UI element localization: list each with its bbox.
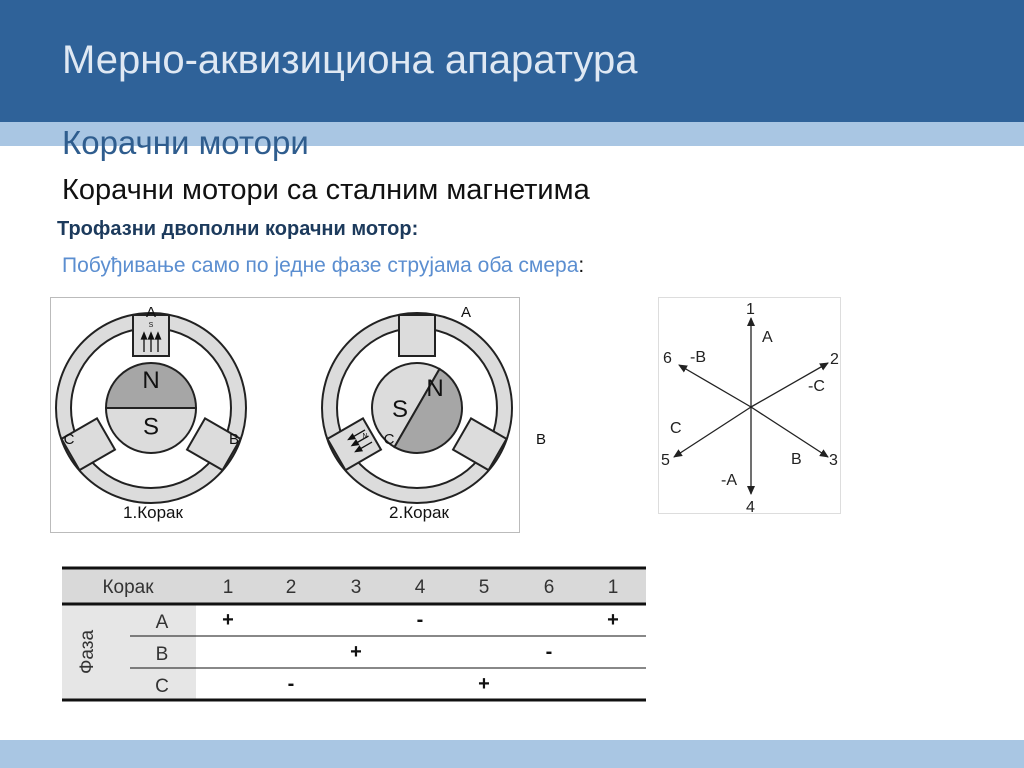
- cell-value: -: [287, 673, 295, 695]
- table-row: [156, 609, 619, 633]
- winding-mark: N: [362, 433, 368, 440]
- vector-number-2: 2: [830, 351, 839, 368]
- cell-value: -: [416, 609, 424, 631]
- phase-label: B: [155, 644, 169, 665]
- cell-value: +: [607, 609, 619, 631]
- step-header: 4: [414, 577, 426, 598]
- cell-value: +: [222, 609, 234, 631]
- description-text: [62, 254, 584, 278]
- pole-a-label: A: [460, 304, 472, 321]
- vector-label-neg-b: -B: [690, 349, 706, 366]
- magnet-n-label: N: [142, 367, 160, 394]
- phase-label: A: [155, 612, 169, 633]
- cell-value: +: [478, 673, 490, 695]
- vector-number-1: 1: [746, 301, 755, 318]
- vector-label-c: C: [670, 420, 682, 437]
- vector-number-3: 3: [829, 452, 838, 469]
- table-header-label: Корак: [102, 577, 154, 598]
- vector-label-neg-a: -A: [721, 472, 737, 489]
- excitation-table: [62, 566, 646, 702]
- step2-caption: 2.Корак: [389, 503, 449, 522]
- step-header: 5: [478, 577, 490, 598]
- table-row: [156, 641, 553, 665]
- cell-value: -: [545, 641, 553, 663]
- pole-a-label: A: [145, 304, 157, 321]
- table-row: [155, 673, 490, 697]
- phase-label: C: [155, 676, 169, 697]
- step-header: 6: [543, 577, 555, 598]
- description-body: Побуђивање само по једне фазе струјама оба смера: [62, 254, 579, 277]
- step-header: 2: [285, 577, 297, 598]
- table-row-group-label: Фаза: [77, 629, 98, 675]
- winding-mark: S: [148, 322, 154, 329]
- step1-caption: 1.Корак: [123, 503, 183, 522]
- vector-label-b: B: [791, 451, 802, 468]
- vector-number-4: 4: [746, 499, 755, 516]
- section-subheading: Трофазни двополни корачни мотор:: [57, 218, 419, 240]
- section-heading: Корачни мотори са сталним магнетима: [62, 174, 590, 206]
- vector-label-neg-c: -C: [808, 378, 825, 395]
- pole-c-label: C: [383, 431, 395, 448]
- description-colon: :: [578, 254, 585, 277]
- magnet-n-label: N: [426, 375, 444, 402]
- slide-title: Мерно-аквизициона апаратура: [62, 38, 638, 82]
- pole-a: [399, 315, 435, 356]
- step-header: 1: [607, 577, 619, 598]
- vector-label-a: A: [762, 329, 773, 346]
- pole-c-label: C: [63, 431, 75, 448]
- magnet-s-label: S: [391, 396, 409, 423]
- footer-bar: [0, 740, 1024, 768]
- step-header: 3: [350, 577, 362, 598]
- magnet-s-label: S: [142, 413, 160, 441]
- pole-b-label: B: [535, 431, 547, 448]
- vector-diagram: [658, 297, 842, 515]
- slide-subtitle: Корачни мотори: [62, 124, 309, 161]
- vector-number-6: 6: [663, 350, 672, 367]
- step-header: 1: [222, 577, 234, 598]
- pole-b-label: B: [228, 431, 240, 448]
- motor-diagram: [50, 297, 547, 534]
- cell-value: +: [350, 641, 362, 663]
- vector-number-5: 5: [661, 452, 670, 469]
- flux-arrows: [142, 333, 161, 352]
